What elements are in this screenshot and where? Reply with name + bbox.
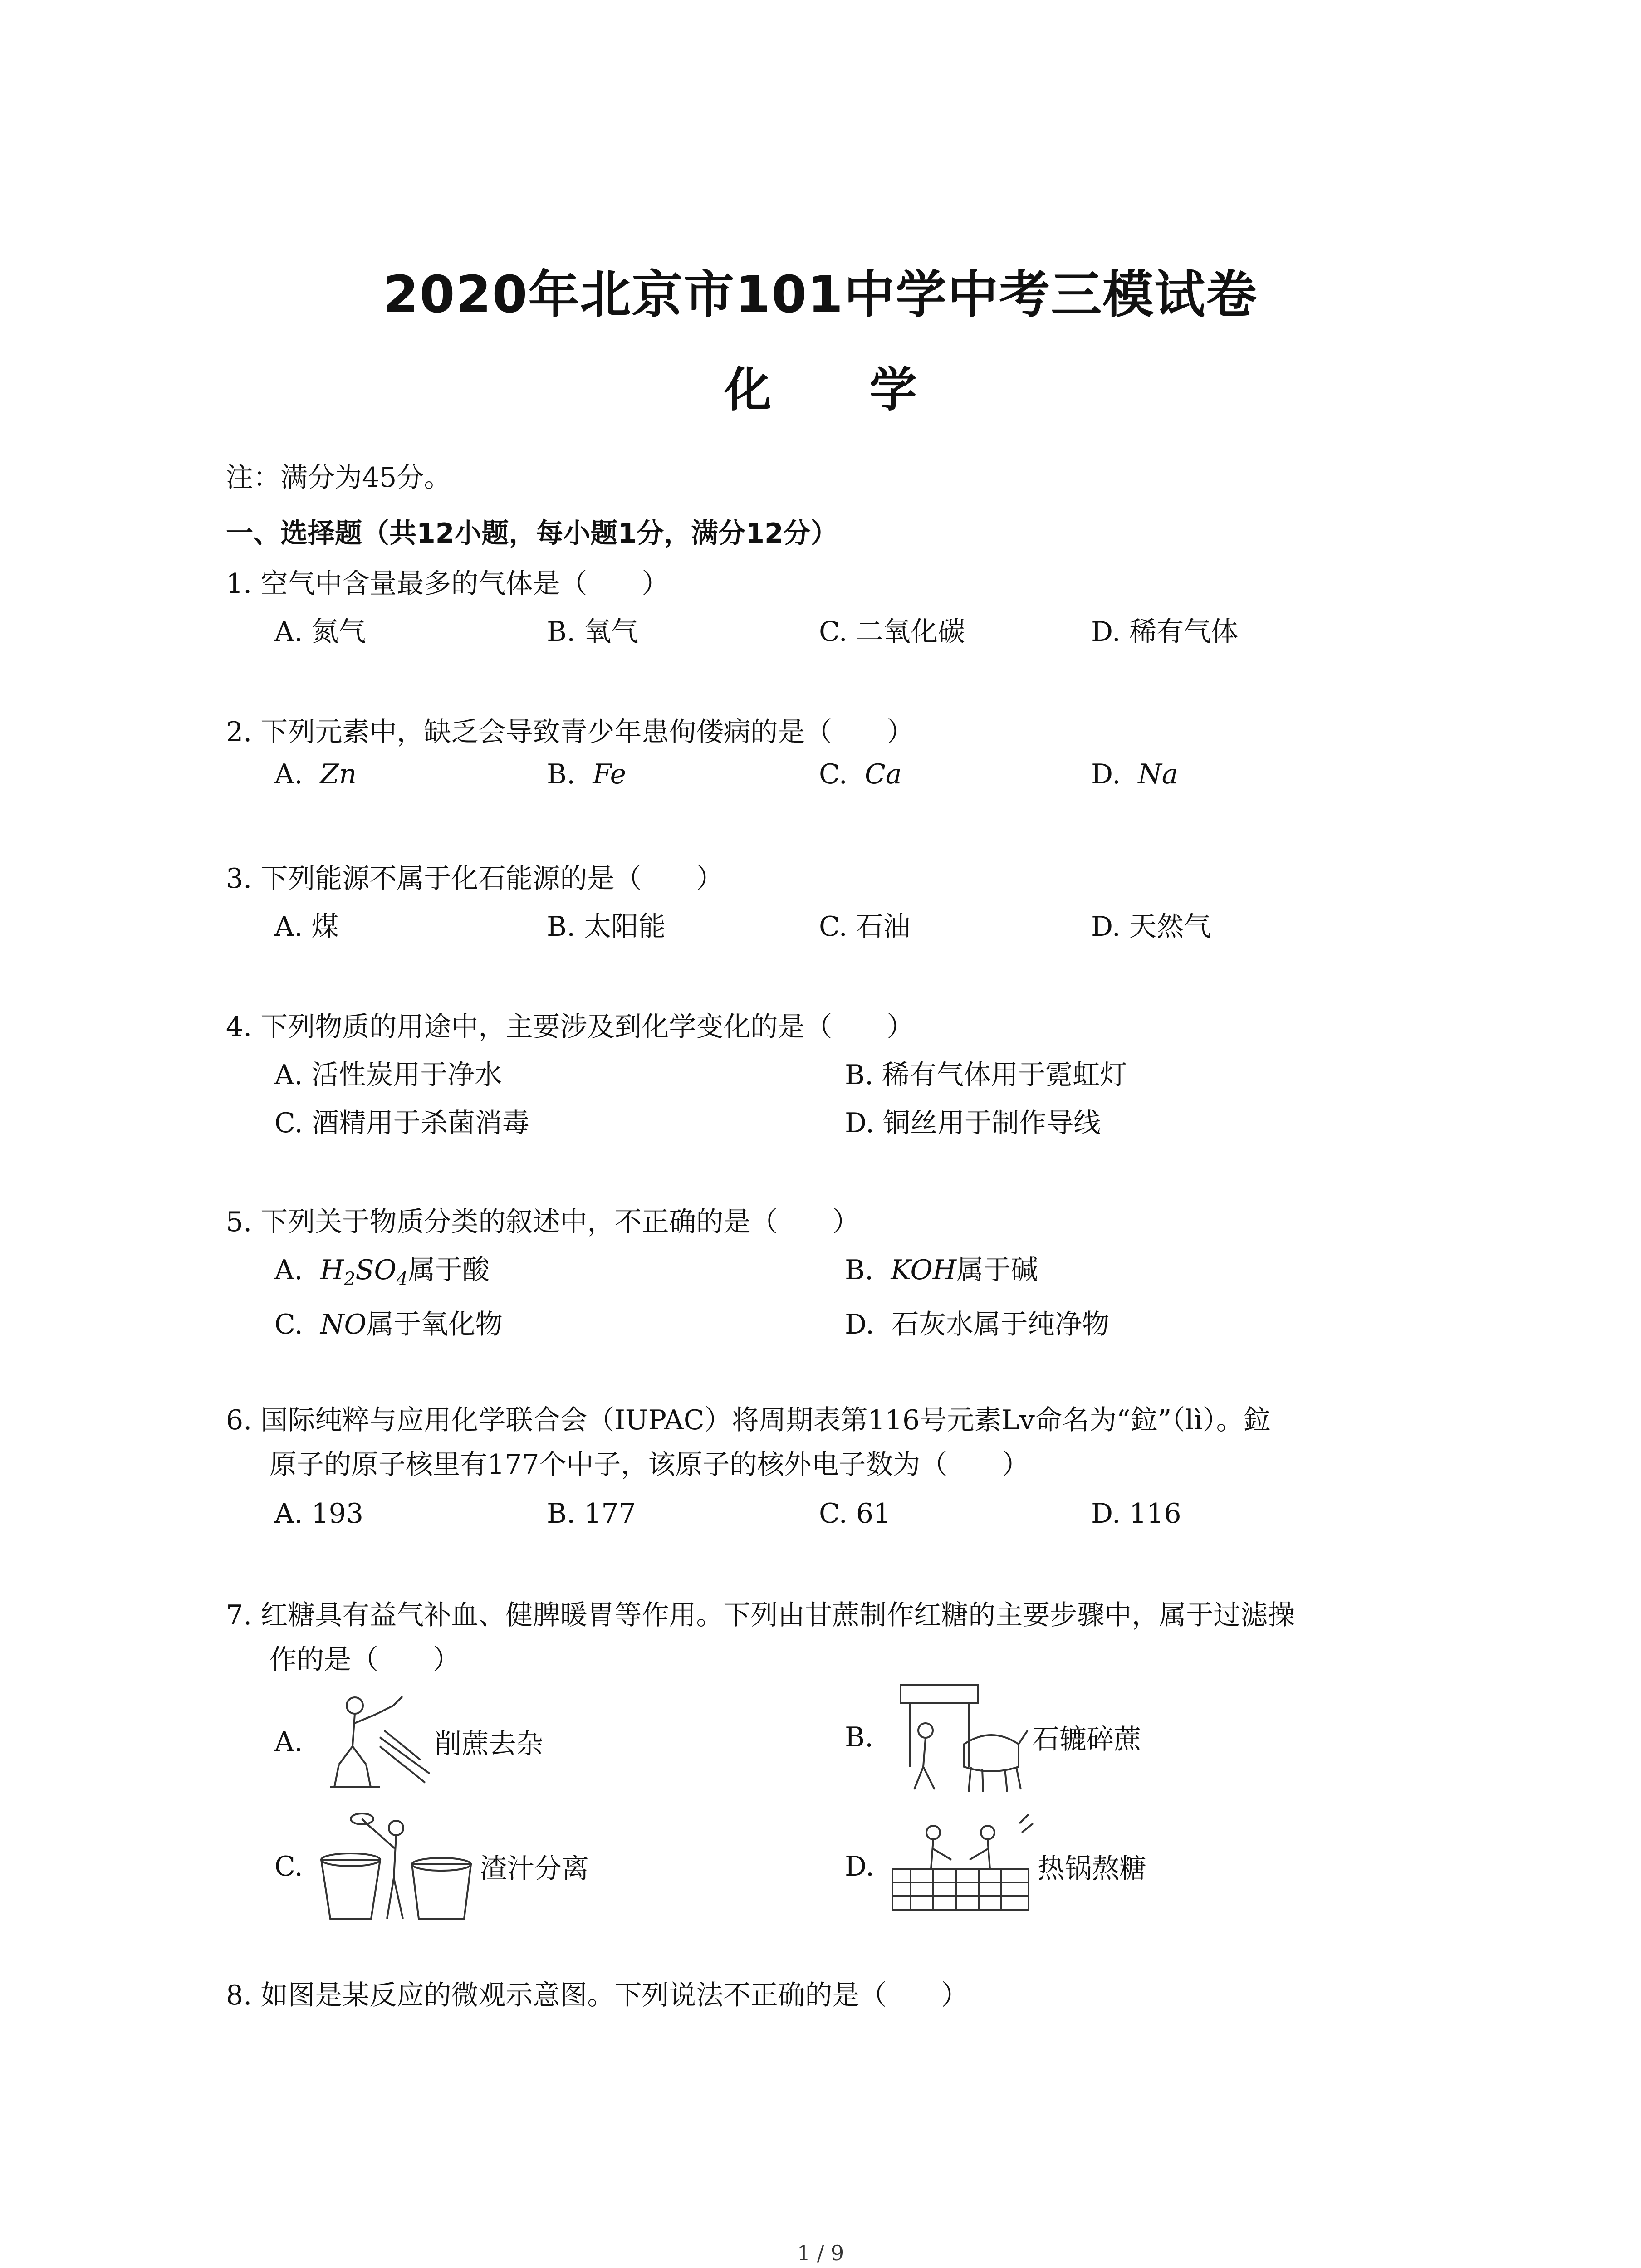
option-a[interactable]: A. 氮气 <box>274 616 366 648</box>
section-heading: 一、选择题（共12小题，每小题1分，满分12分） <box>226 518 838 549</box>
option-b[interactable]: B. KOH属于碱 <box>845 1254 1038 1286</box>
option-d[interactable]: D. 116 <box>1091 1498 1181 1530</box>
question-3-stem: 3. 下列能源不属于化石能源的是（ ） <box>226 863 724 894</box>
question-7-stem <box>226 1593 1460 1682</box>
option-d[interactable]: D. 热锅熬糖 <box>845 1805 1146 1928</box>
page-number: 1 / 9 <box>797 2241 844 2265</box>
option-a[interactable]: A. 削蔗去杂 <box>274 1687 543 1796</box>
juice-separation-illustration <box>312 1805 480 1928</box>
question-7-line-2: 作的是（ ） <box>269 1644 460 1676</box>
option-b[interactable]: B. 氧气 <box>547 616 639 648</box>
option-d[interactable]: D. 石灰水属于纯净物 <box>845 1309 1110 1340</box>
question-8-stem: 8. 如图是某反应的微观示意图。下列说法不正确的是（ ） <box>226 1980 969 2011</box>
option-c[interactable]: C. 石油 <box>819 911 911 943</box>
option-b[interactable]: B. 石辘碎蔗 <box>845 1674 1141 1801</box>
question-7-line-1: 7. 红糖具有益气补血、健脾暖胃等作用。下列由甘蔗制作红糖的主要步骤中，属于过滤操 <box>226 1599 1295 1631</box>
formula-h2so4: $H_2SO_4$ <box>320 1254 408 1290</box>
option-b[interactable]: B. Fe <box>547 758 627 790</box>
option-c[interactable]: C. 渣汁分离 <box>274 1805 589 1928</box>
question-7-options <box>274 1687 1454 1941</box>
option-a[interactable]: A. 193 <box>274 1498 363 1530</box>
option-b[interactable]: B. 177 <box>547 1498 636 1530</box>
question-6-line-1: 6. 国际纯粹与应用化学联合会（IUPAC）将周期表第116号元素Lv命名为“鉝”（lì）。鉝 <box>226 1404 1271 1436</box>
option-b[interactable]: B. 太阳能 <box>547 911 666 943</box>
question-5-stem: 5. 下列关于物质分类的叙述中，不正确的是（ ） <box>226 1206 860 1238</box>
question-4-stem: 4. 下列物质的用途中，主要涉及到化学变化的是（ ） <box>226 1011 914 1043</box>
exam-title: 2020年北京市101中学中考三模试卷 <box>383 265 1258 324</box>
option-c[interactable]: C. 酒精用于杀菌消毒 <box>274 1107 529 1139</box>
option-c[interactable]: C. Ca <box>819 758 902 790</box>
stone-roller-crushing-illustration <box>882 1676 1032 1799</box>
option-a[interactable]: A. 煤 <box>274 911 339 943</box>
boiling-sugar-illustration <box>883 1814 1038 1919</box>
option-d[interactable]: D. Na <box>1091 758 1178 790</box>
question-2-stem: 2. 下列元素中，缺乏会导致青少年患佝偻病的是（ ） <box>226 716 914 748</box>
score-note: 注：满分为45分。 <box>226 462 451 494</box>
option-c[interactable]: C. 61 <box>819 1498 891 1530</box>
peeling-sugarcane-illustration <box>312 1687 434 1796</box>
option-b[interactable]: B. 稀有气体用于霓虹灯 <box>845 1059 1127 1091</box>
option-a[interactable]: A. Zn <box>274 758 357 790</box>
option-d[interactable]: D. 稀有气体 <box>1091 616 1239 648</box>
option-a[interactable]: A. 活性炭用于净水 <box>274 1059 502 1091</box>
option-d[interactable]: D. 铜丝用于制作导线 <box>845 1107 1101 1139</box>
question-6-line-2: 原子的原子核里有177个中子，该原子的核外电子数为（ ） <box>269 1449 1029 1481</box>
option-a[interactable]: A. $H_2SO_4$属于酸 <box>274 1254 490 1290</box>
exam-subject: 化 学 <box>724 362 958 417</box>
option-d[interactable]: D. 天然气 <box>1091 911 1211 943</box>
option-c[interactable]: C. NO属于氧化物 <box>274 1309 503 1340</box>
option-c[interactable]: C. 二氧化碳 <box>819 616 965 648</box>
question-1-stem: 1. 空气中含量最多的气体是（ ） <box>226 568 669 600</box>
question-6-stem <box>226 1398 1460 1487</box>
